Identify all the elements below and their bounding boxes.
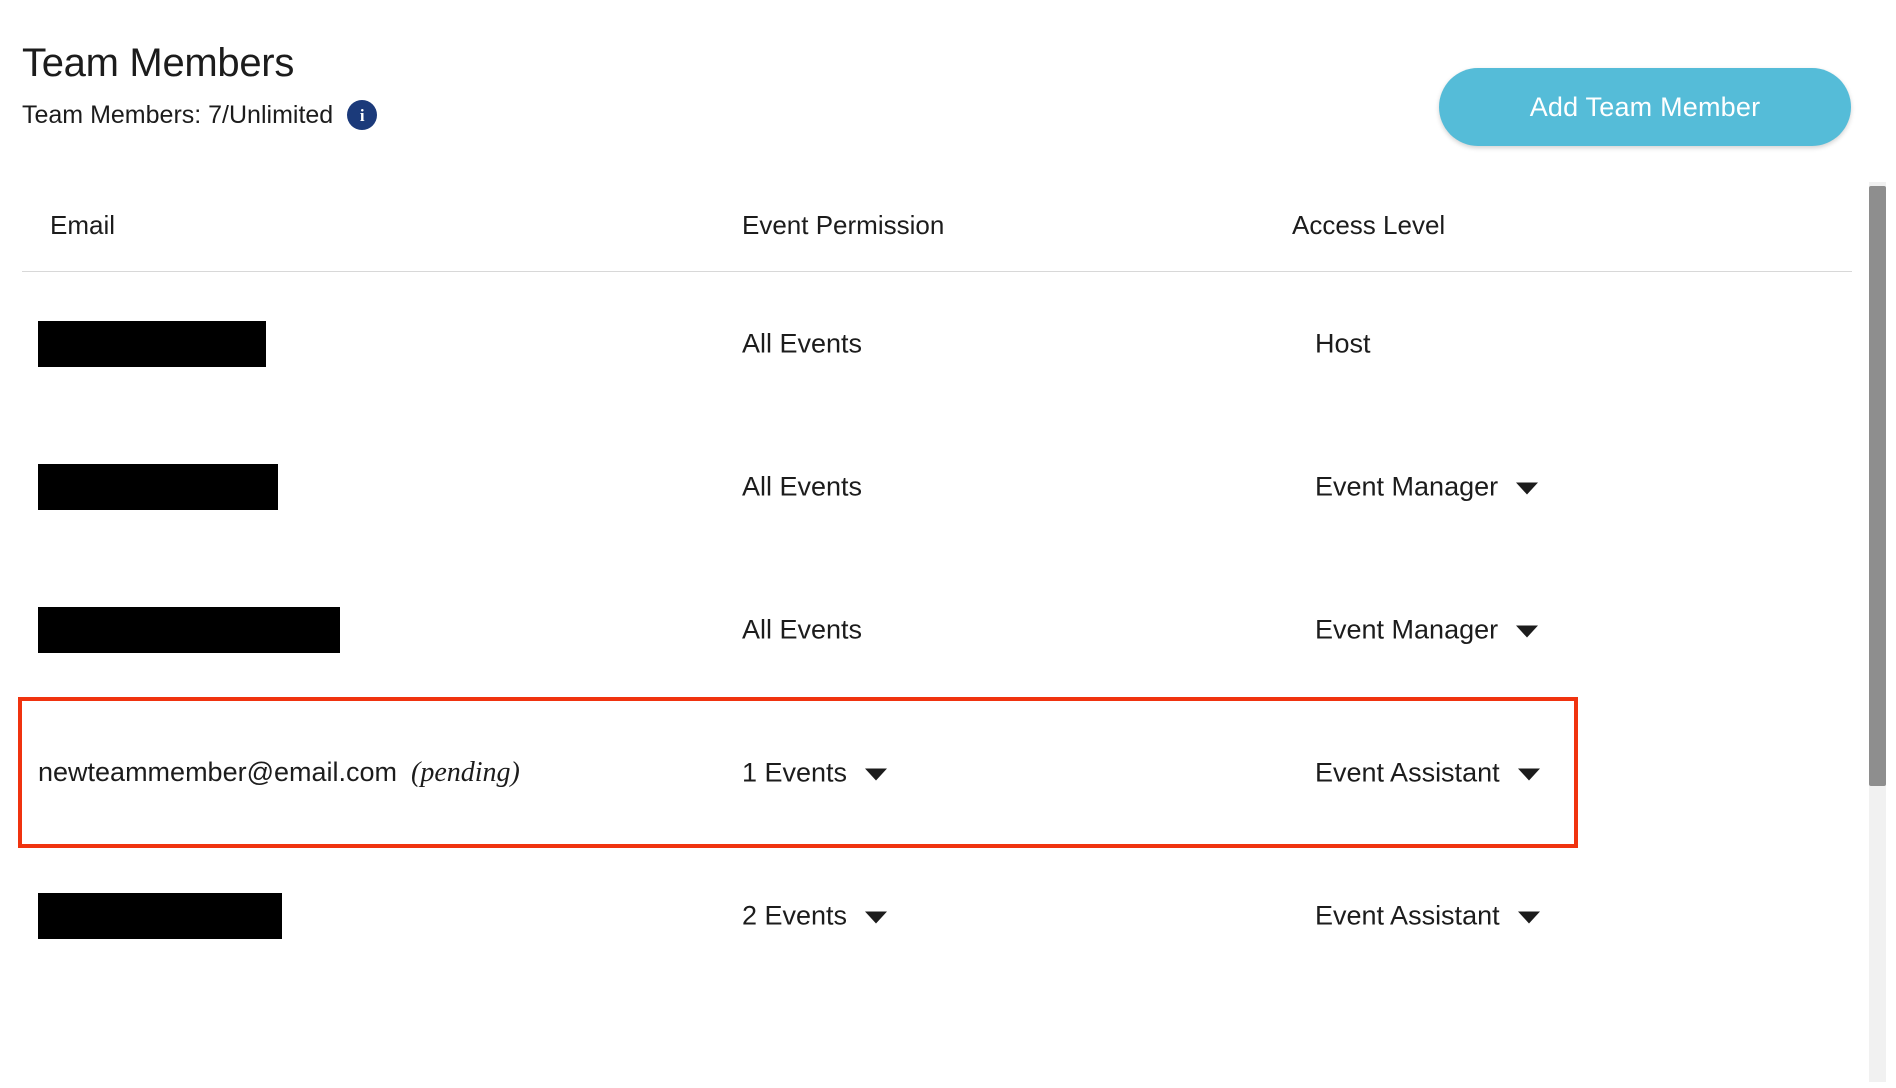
table-row: [22, 701, 1574, 844]
add-team-member-button[interactable]: Add Team Member: [1439, 68, 1851, 146]
email-text: newteammember@email.com: [38, 757, 398, 787]
event-permission-value: All Events: [742, 614, 863, 644]
cell-email: [38, 757, 520, 789]
chevron-down-icon[interactable]: [1518, 912, 1540, 924]
redacted-email-bar: [38, 893, 282, 939]
page-title: Team Members: [22, 40, 295, 85]
team-members-table: [22, 196, 1852, 1076]
access-level-value: Event Assistant: [1315, 900, 1500, 930]
event-permission-value: 1 Events: [742, 757, 848, 787]
cell-event-permission: [742, 328, 862, 359]
pending-label: (pending): [411, 756, 520, 788]
event-permission-value: 2 Events: [742, 900, 848, 930]
event-permission-value: All Events: [742, 471, 863, 501]
chevron-down-icon[interactable]: [865, 912, 887, 924]
redacted-email-bar: [38, 464, 278, 510]
cell-access-level[interactable]: [1315, 614, 1538, 645]
chevron-down-icon[interactable]: [1516, 483, 1538, 495]
cell-email: [38, 321, 266, 367]
vertical-scrollbar-thumb[interactable]: [1869, 186, 1886, 786]
team-member-count: [22, 100, 377, 130]
redacted-email-bar: [38, 607, 340, 653]
cell-access-level[interactable]: [1315, 471, 1538, 502]
column-header-event-permission: Event Permission: [742, 210, 945, 240]
cell-access-level: [1315, 328, 1371, 359]
chevron-down-icon[interactable]: [865, 769, 887, 781]
cell-email: [38, 893, 282, 939]
cell-event-permission: [742, 471, 862, 502]
table-row: [22, 558, 1852, 701]
info-icon[interactable]: i: [347, 100, 377, 130]
cell-access-level[interactable]: [1315, 900, 1540, 931]
table-header-row: [22, 196, 1852, 272]
access-level-value: Event Manager: [1315, 614, 1499, 644]
access-level-value: Event Assistant: [1315, 757, 1500, 787]
chevron-down-icon[interactable]: [1516, 626, 1538, 638]
cell-access-level[interactable]: [1315, 757, 1540, 788]
column-header-access-level: Access Level: [1292, 210, 1446, 240]
chevron-down-icon[interactable]: [1518, 769, 1540, 781]
table-body: [22, 272, 1852, 987]
table-row: [22, 272, 1852, 415]
cell-event-permission: [742, 614, 862, 645]
cell-event-permission[interactable]: [742, 900, 887, 931]
cell-email: [38, 464, 278, 510]
team-member-count-label: Team Members: 7/Unlimited: [22, 100, 334, 129]
column-header-email: Email: [50, 210, 116, 240]
access-level-value: Host: [1315, 328, 1371, 358]
table-row: [22, 844, 1852, 987]
event-permission-value: All Events: [742, 328, 863, 358]
cell-event-permission[interactable]: [742, 757, 887, 788]
access-level-value: Event Manager: [1315, 471, 1499, 501]
table-row: [22, 415, 1852, 558]
cell-email: [38, 607, 340, 653]
redacted-email-bar: [38, 321, 266, 367]
